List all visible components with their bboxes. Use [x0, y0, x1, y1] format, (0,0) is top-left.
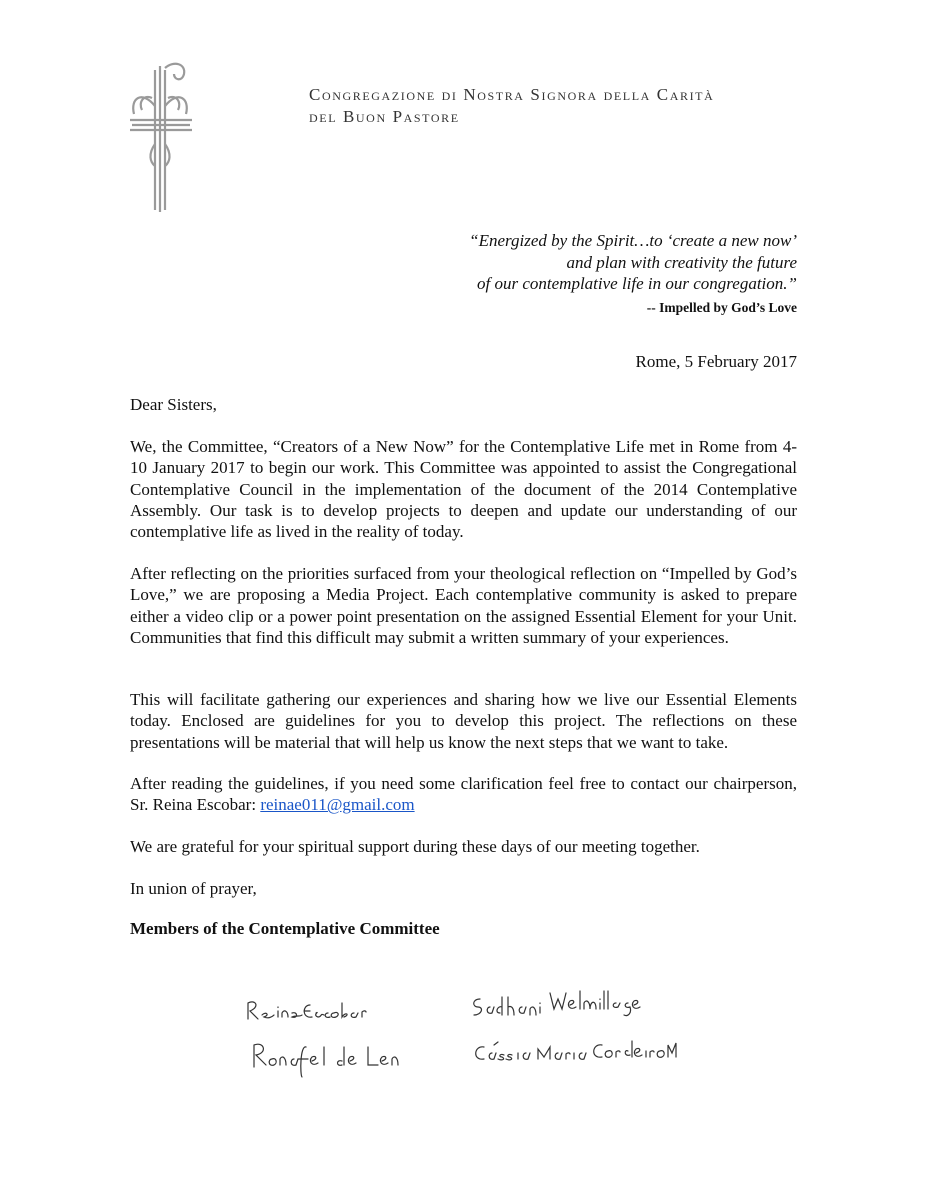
organization-name-line1: Congregazione di Nostra Signora della Carità [309, 85, 715, 104]
closing: In union of prayer, [130, 879, 257, 898]
epigraph-quote [469, 230, 797, 295]
quote-line: of our contemplative life in our congregation.” [477, 274, 797, 293]
quote-line: “Energized by the Spirit…to ‘create a new now’ [469, 231, 797, 250]
signature-cassia-martins [476, 1041, 676, 1060]
paragraph-4 [130, 773, 797, 816]
paragraph-4-text: After reading the guidelines, if you need some clarification feel free to contact our chairperson, Sr. Reina Escobar: [130, 774, 797, 815]
signature-ronafel-de-leon [254, 1044, 398, 1077]
email-link[interactable]: reinae011@gmail.com [260, 795, 415, 815]
committee-signoff: Members of the Contemplative Committee [130, 919, 440, 938]
paragraph-3: This will facilitate gathering our experiences and sharing how we live our Essential Elements today. Enclosed are guidelines for you to develop this project. The reflections on these presentations will be material that will help us know the next steps that we want to take. [130, 690, 797, 752]
signature-reina-escobar [248, 1002, 366, 1019]
paragraph-2: After reflecting on the priorities surfaced from your theological reflection on “Impelled by God’s Love,” we are proposing a Media Project. Each contemplative community is asked to prepare either a video clip or a power point presentation on the assigned Essential Element for your Unit. Communities that find this difficult may submit a written summary of your experiences. [130, 564, 797, 647]
signatures [240, 985, 680, 1085]
quote-source: -- Impelled by God’s Love [646, 300, 797, 315]
quote-line: and plan with creativity the future [566, 252, 797, 272]
letter-date: Rome, 5 February 2017 [635, 352, 797, 371]
congregation-logo [128, 58, 194, 214]
organization-name [309, 84, 714, 128]
organization-name-line2: del Buon Pastore [309, 107, 460, 126]
paragraph-5: We are grateful for your spiritual support during these days of our meeting together. [130, 837, 700, 856]
paragraph-1: We, the Committee, “Creators of a New Now” for the Contemplative Life met in Rome from 4-10 January 2017 to begin our work. This Committee was appointed to assist the Congregational Contemplative Council in the implementation of the document of the 2014 Contemplative Assembly. Our task is to develop projects to deepen and update our understanding of our contemplative life as lived in the reality of today. [130, 437, 797, 542]
salutation: Dear Sisters, [130, 395, 217, 414]
signature-sadhani-welmillage [474, 991, 640, 1016]
